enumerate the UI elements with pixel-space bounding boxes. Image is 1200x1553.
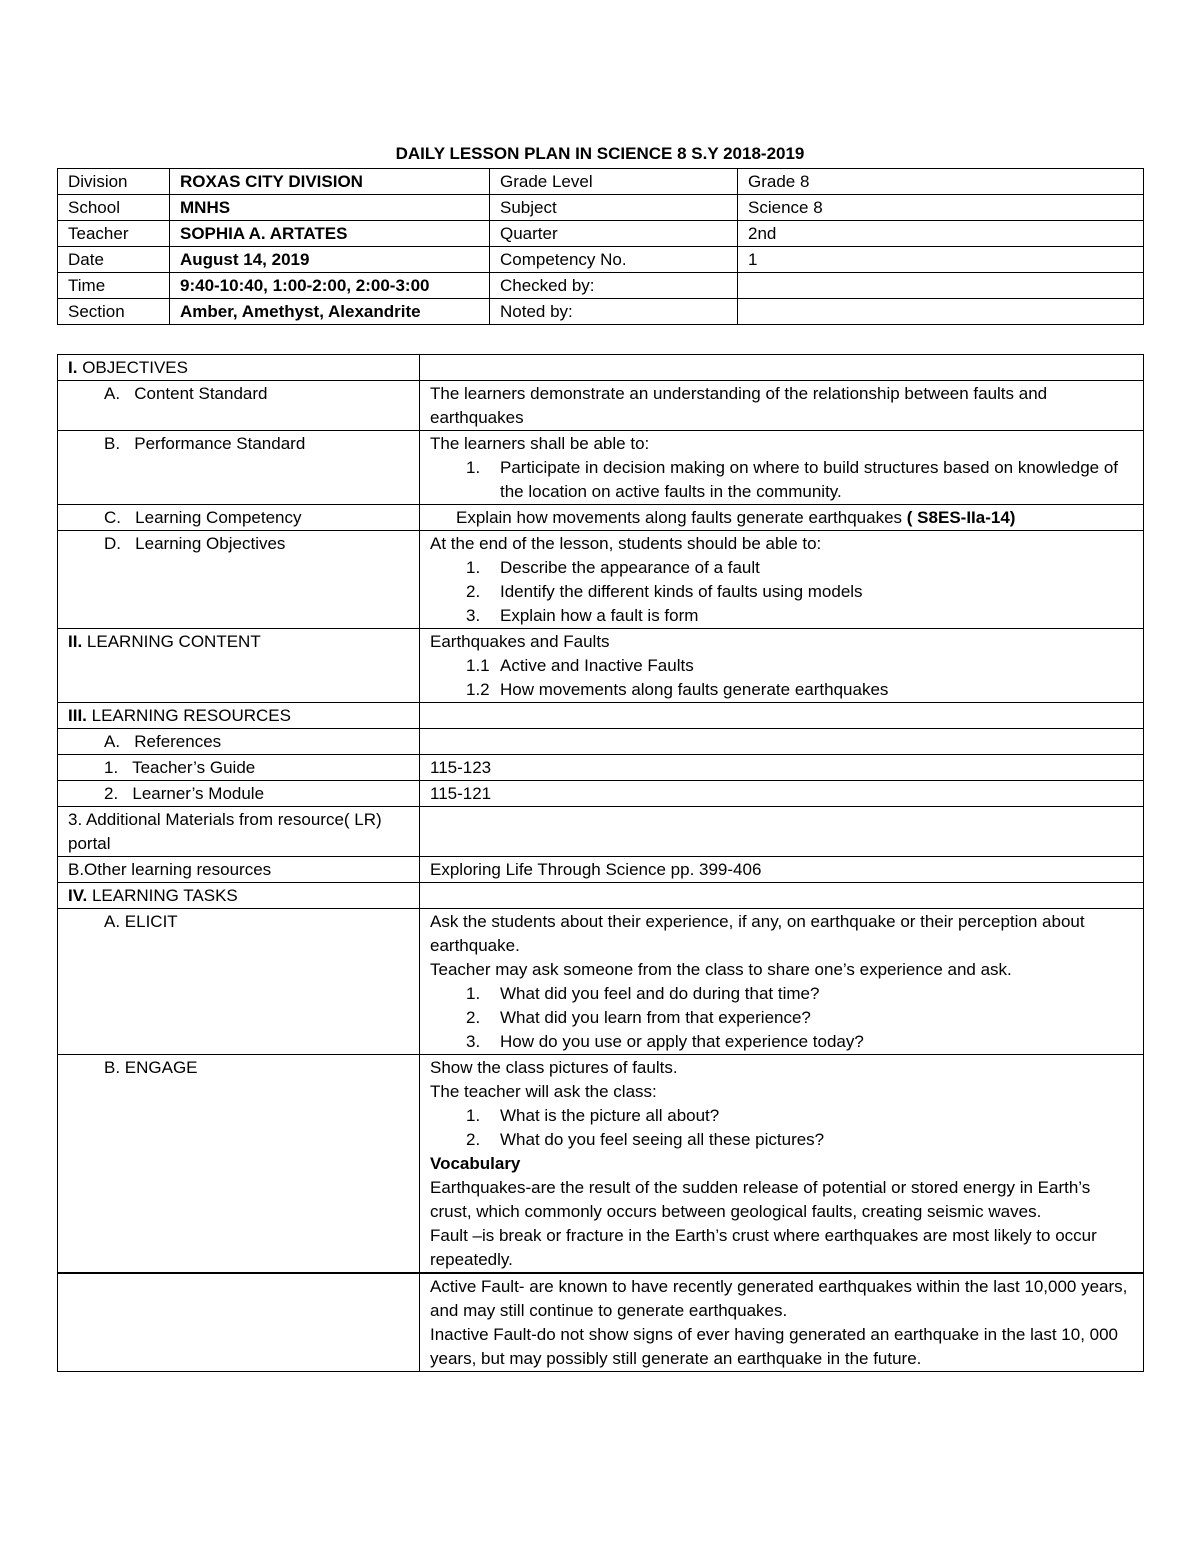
info-label: Date — [58, 247, 170, 273]
info-value — [738, 299, 1144, 325]
engage-label: B. ENGAGE — [58, 1055, 420, 1274]
info-label: Division — [58, 169, 170, 195]
info-label: Competency No. — [490, 247, 738, 273]
list-item: 1. Participate in decision making on where to build structures based on knowledge of the location on active faults in the community. — [466, 458, 1119, 501]
other-resources-value: Exploring Life Through Science pp. 399-406 — [420, 857, 1144, 883]
learning-tasks-row — [58, 883, 1144, 909]
learning-resources-row — [58, 703, 1144, 729]
performance-standard-label: B. Performance Standard — [58, 431, 420, 505]
info-value: August 14, 2019 — [170, 247, 490, 273]
info-value: SOPHIA A. ARTATES — [170, 221, 490, 247]
learning-content-row — [58, 629, 1144, 703]
page-title: DAILY LESSON PLAN IN SCIENCE 8 S.Y 2018-2019 — [395, 144, 805, 163]
other-resources-row — [58, 857, 1144, 883]
info-value: 9:40-10:40, 1:00-2:00, 2:00-3:00 — [170, 273, 490, 299]
objectives-header-row — [58, 355, 1144, 381]
list-item: 1. What is the picture all about? — [466, 1106, 720, 1125]
objectives-heading: I. OBJECTIVES — [58, 355, 420, 381]
list-item: 1. Describe the appearance of a fault — [466, 558, 760, 577]
additional-materials-value — [420, 807, 1144, 857]
info-row — [58, 195, 1144, 221]
learning-competency-row — [58, 505, 1144, 531]
elicit-row — [58, 909, 1144, 1055]
performance-standard-intro: The learners shall be able to: — [430, 434, 650, 453]
list-item: 1. What did you feel and do during that time? — [466, 984, 820, 1003]
info-label: School — [58, 195, 170, 221]
info-label: Subject — [490, 195, 738, 221]
active-fault-definition: Active Fault- are known to have recently generated earthquakes within the last 10,000 years, and may still continue to generate earthquakes. — [430, 1277, 1128, 1320]
info-value — [738, 273, 1144, 299]
references-label: A. References — [58, 729, 420, 755]
content-standard-text: The learners demonstrate an understanding of the relationship between faults and earthquakes — [420, 381, 1144, 431]
learning-content-heading: II. LEARNING CONTENT — [58, 629, 420, 703]
vocabulary-heading: Vocabulary — [430, 1154, 521, 1173]
other-resources-label: B.Other learning resources — [58, 857, 420, 883]
info-value: Amber, Amethyst, Alexandrite — [170, 299, 490, 325]
info-row — [58, 273, 1144, 299]
references-row — [58, 729, 1144, 755]
content-standard-label: A. Content Standard — [58, 381, 420, 431]
info-label: Time — [58, 273, 170, 299]
info-value: Grade 8 — [738, 169, 1144, 195]
info-label: Quarter — [490, 221, 738, 247]
learners-module-pages: 115-121 — [420, 781, 1144, 807]
continued-cell — [420, 1273, 1144, 1372]
info-label: Grade Level — [490, 169, 738, 195]
elicit-cell: Ask the students about their experience, if any, on earthquake or their perception about earthquake. Teacher may ask someone from the class to share one’s experience and ask. 1. What did you feel and do during that time? 2. What did you learn from that experience? 3. How do you use or apply that experience today? — [420, 909, 1144, 1055]
info-table — [57, 168, 1144, 325]
learners-module-row — [58, 781, 1144, 807]
info-value: 2nd — [738, 221, 1144, 247]
list-item: 2. What do you feel seeing all these pictures? — [466, 1130, 825, 1149]
continued-row — [58, 1273, 1144, 1372]
learning-objectives-cell: At the end of the lesson, students should be able to: 1. Describe the appearance of a fault 2. Identify the different kinds of faults using models 3. Explain how a fault is form — [420, 531, 1144, 629]
list-item: 1.2 How movements along faults generate earthquakes — [466, 680, 889, 699]
info-row — [58, 299, 1144, 325]
info-value: 1 — [738, 247, 1144, 273]
learning-competency-label: C. Learning Competency — [58, 505, 420, 531]
lesson-plan-table — [57, 354, 1144, 1372]
info-label: Checked by: — [490, 273, 738, 299]
performance-standard-cell — [420, 431, 1144, 505]
teachers-guide-pages: 115-123 — [420, 755, 1144, 781]
info-label: Section — [58, 299, 170, 325]
earthquakes-definition: Earthquakes-are the result of the sudden release of potential or stored energy in Earth’s crust, which commonly occurs between geological faults, creating seismic waves. — [430, 1178, 1091, 1221]
learning-competency-text: Explain how movements along faults generate earthquakes ( S8ES-IIa-14) — [420, 505, 1144, 531]
learning-tasks-heading: IV. LEARNING TASKS — [58, 883, 420, 909]
info-table-body — [58, 169, 1144, 325]
info-value: ROXAS CITY DIVISION — [170, 169, 490, 195]
info-label: Teacher — [58, 221, 170, 247]
info-row — [58, 247, 1144, 273]
learning-objectives-label: D. Learning Objectives — [58, 531, 420, 629]
info-value: Science 8 — [738, 195, 1144, 221]
list-item: 3. How do you use or apply that experience today? — [466, 1032, 864, 1051]
content-standard-row — [58, 381, 1144, 431]
teachers-guide-row — [58, 755, 1144, 781]
teachers-guide-label: 1. Teacher’s Guide — [58, 755, 420, 781]
additional-materials-label: 3. Additional Materials from resource( LR) portal — [58, 807, 420, 857]
list-item: 2. What did you learn from that experience? — [466, 1008, 811, 1027]
list-item: 1.1 Active and Inactive Faults — [466, 656, 694, 675]
engage-cell: Show the class pictures of faults. The teacher will ask the class: 1. What is the picture all about? 2. What do you feel seeing all these pictures? Vocabulary Earthquakes-are the result of the sudden release of potential or stored energy in Earth’s crust, which commonly occurs between geological faults, creating seismic waves. Fault –is break or fracture in the Earth’s crust where earthquakes are most likely to occur repeatedly. — [420, 1055, 1144, 1274]
performance-standard-row — [58, 431, 1144, 505]
competency-code: ( S8ES-IIa-14) — [906, 508, 1016, 527]
info-value: MNHS — [170, 195, 490, 221]
elicit-label: A. ELICIT — [58, 909, 420, 1055]
list-item: 2. Identify the different kinds of faults using models — [466, 582, 863, 601]
info-row — [58, 169, 1144, 195]
fault-definition: Fault –is break or fracture in the Earth’s crust where earthquakes are most likely to occur repeatedly. — [430, 1226, 1097, 1269]
learning-content-cell: Earthquakes and Faults 1.1 Active and Inactive Faults 1.2 How movements along faults generate earthquakes — [420, 629, 1144, 703]
learning-objectives-row — [58, 531, 1144, 629]
info-row — [58, 221, 1144, 247]
additional-materials-row — [58, 807, 1144, 857]
inactive-fault-definition: Inactive Fault-do not show signs of ever having generated an earthquake in the last 10, 000 years, but may possibly still generate an earthquake in the future. — [430, 1325, 1119, 1368]
learning-resources-heading: III. LEARNING RESOURCES — [58, 703, 420, 729]
learners-module-label: 2. Learner’s Module — [58, 781, 420, 807]
info-label: Noted by: — [490, 299, 738, 325]
engage-row — [58, 1055, 1144, 1274]
list-item: 3. Explain how a fault is form — [466, 606, 699, 625]
